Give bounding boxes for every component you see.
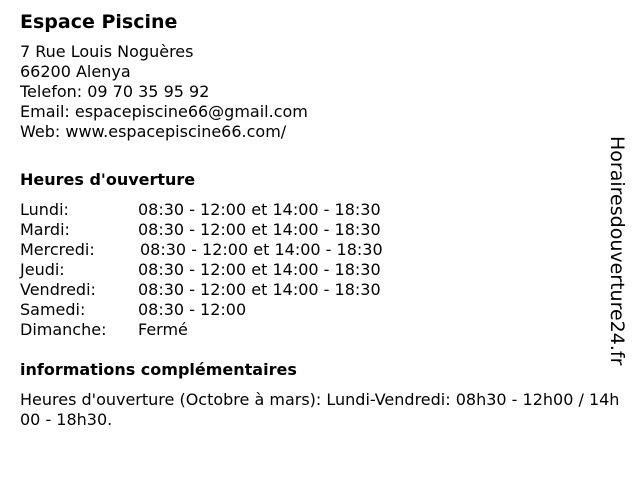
- additional-info-text: Heures d'ouverture (Octobre à mars): Lundi-Vendredi: 08h30 - 12h00 / 14h00 - 18h30.: [20, 390, 620, 429]
- day-label: Dimanche:: [20, 320, 107, 339]
- day-hours: 08:30 - 12:00: [138, 300, 247, 319]
- day-hours: 08:30 - 12:00 et 14:00 - 18:30: [138, 260, 381, 279]
- phone-line: Telefon: 09 70 35 95 92: [20, 82, 210, 101]
- address-street: 7 Rue Louis Noguères: [20, 42, 194, 61]
- day-hours: 08:30 - 12:00 et 14:00 - 18:30: [140, 240, 383, 259]
- address-city: 66200 Alenya: [20, 62, 131, 81]
- web-line: Web: www.espacepiscine66.com/: [20, 122, 287, 141]
- hours-row-friday: [20, 280, 610, 300]
- day-hours: 08:30 - 12:00 et 14:00 - 18:30: [138, 220, 381, 239]
- opening-hours-title: Heures d'ouverture: [20, 170, 196, 189]
- day-label: Mercredi:: [20, 240, 95, 259]
- business-name: Espace Piscine: [20, 11, 178, 33]
- day-label: Lundi:: [20, 200, 69, 219]
- day-label: Mardi:: [20, 220, 70, 239]
- hours-row-monday: [20, 200, 610, 220]
- opening-hours-table: [20, 200, 610, 340]
- contact-block: [20, 42, 610, 142]
- email-line: Email: espacepiscine66@gmail.com: [20, 102, 308, 121]
- day-label: Jeudi:: [20, 260, 65, 279]
- additional-info-title: informations complémentaires: [20, 360, 297, 379]
- hours-row-thursday: [20, 260, 610, 280]
- day-label: Vendredi:: [20, 280, 96, 299]
- hours-row-sunday: [20, 320, 610, 340]
- day-label: Samedi:: [20, 300, 86, 319]
- hours-row-tuesday: [20, 220, 610, 240]
- day-hours: 08:30 - 12:00 et 14:00 - 18:30: [138, 200, 381, 219]
- hours-row-wednesday: [20, 240, 610, 260]
- day-hours: Fermé: [138, 320, 188, 339]
- hours-row-saturday: [20, 300, 610, 320]
- day-hours: 08:30 - 12:00 et 14:00 - 18:30: [138, 280, 381, 299]
- site-watermark: Horairesdouverture24.fr: [606, 136, 628, 366]
